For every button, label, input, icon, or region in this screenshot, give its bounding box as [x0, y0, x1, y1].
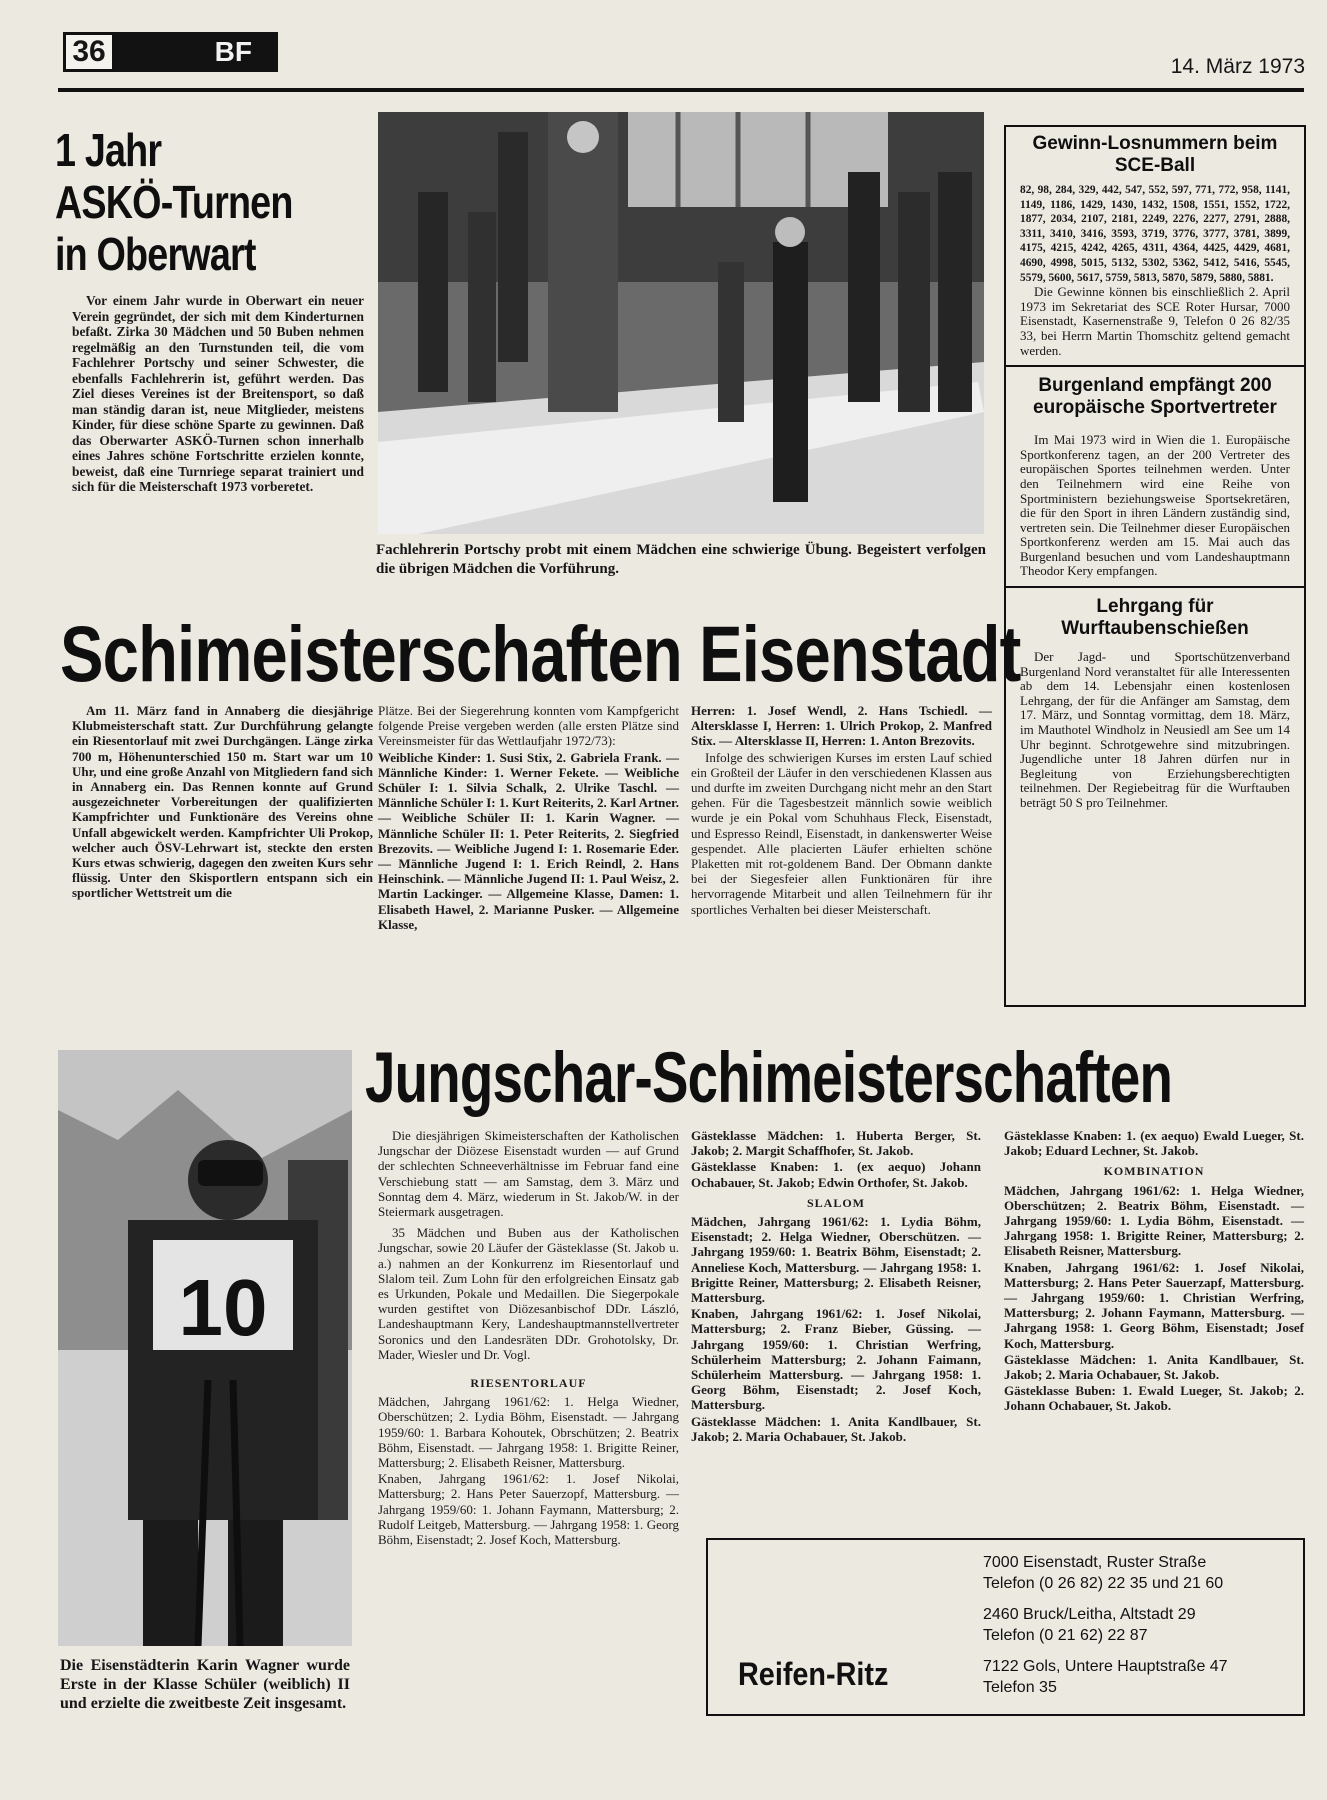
sport-text — [1020, 433, 1290, 579]
jung-intro-1: Die diesjährigen Skimeisterschaften der Katholischen Jungschar der Diözese Eisenstadt wurden — auf Grund der schlechten Schneeverhältnisse im Februar fand eine Verschiebung statt — am Samstag, dem 3. März und Sonntag dem 4. März, wiederum in St. Jakob/W. in der Steiermark ausgetragen. — [378, 1128, 679, 1220]
ad-address-line: 2460 Bruck/Leitha, Altstadt 29 — [983, 1606, 1196, 1623]
header-rule — [58, 88, 1304, 92]
kombi-guests-boys: Gästeklasse Buben: 1. Ewald Lueger, St. Jakob; 2. Johann Ochabauer, St. Jakob. — [1004, 1383, 1304, 1414]
askoe-headline-line: 1 Jahr — [55, 124, 162, 176]
rtl-boys: Knaben, Jahrgang 1961/62: 1. Josef Nikolai, Mattersburg; 2. Hans Peter Sauerzopf, Mattersburg. — Jahrgang 1959/60: 1. Johann Faymann, Mattersburg; 2. Rudolf Leitgeb, Mattersburg. — Jahrgang 1958: 1. Georg Böhm, Eisenstadt; 2. Josef Koch, Mattersburg. — [378, 1471, 679, 1548]
askoe-headline — [55, 124, 293, 280]
course-paragraph: Der Jagd- und Sportschützenverband Burgenland Nord veranstaltet für alle Interessenten ab dem 14. Lebensjahr einen kostenlosen Lehrgang, der für die Anfänger am Samstag, dem 17. März, und Sonntag vormittag, dem 18. März, im Mauthotel Windholz in Neusiedl am See um 14 Uhr beginnt. Schrotgewehre sind mitzubringen. Jugendliche unter 18 Jahren dürfen nur in Begleitung von Erziehungsberechtigten teilnehmen. Der Regiebeitrag für die Wurftauben beträgt 50 S pro Teilnehmer. — [1020, 649, 1290, 810]
masthead-logo: BF — [115, 32, 278, 72]
slalom-guests-boys: Gästeklasse Knaben: 1. (ex aequo) Ewald Lueger, St. Jakob; Eduard Lechner, St. Jakob. — [1004, 1128, 1304, 1159]
ad-address-line: 7122 Gols, Untere Hauptstraße 47 — [983, 1658, 1228, 1675]
schi-col1-text: Am 11. März fand in Annaberg die diesjährige Klubmeisterschaft statt. Zur Durchführung gelangte ein Riesentorlauf mit zwei Durchgängen. Länge zirka 700 m, Höhenunterschied 150 m. Start war um 10 Uhr, und eine große Anzahl von Mitgliedern fand sich in Annaberg ein. Das Rennen konnte auf Grund ausgezeichneter Vorbereitungen der qualifizierten Kampfrichter und Funktionäre des Vereins ohne Unfall abgewickelt werden. Kampfrichter Uli Prokop, welcher auch ÖSV-Lehrwart ist, steckte den ersten Kurs etwas schwierig, dagegen den zweiten Kurs sehr flüssig. Unter den Skisportlern entspann sich ein sportlicher Wettstreit um die — [72, 703, 373, 901]
rtl-heading: RIESENTORLAUF — [470, 1376, 587, 1391]
rtl-guests-boys: Gästeklasse Knaben: 1. (ex aequo) Johann Ochabauer, St. Jakob; Edwin Orthofer, St. Jakob. — [691, 1159, 981, 1190]
slalom-heading: SLALOM — [806, 1195, 865, 1210]
lotto-text — [1020, 285, 1290, 358]
page-number: 36 — [63, 32, 115, 72]
askoe-body-text: Vor einem Jahr wurde in Oberwart ein neuer Verein gegründet, der sich mit dem Kinderturnen befaßt. Zirka 30 Mädchen und 50 Buben nehmen regelmäßig an den Turnstunden teil, die vom Fachlehrer Portschy und seiner Schwester, die ebenfalls Fachlehrerin ist, geführt werden. Das Ziel dieses Vereines ist der Breitensport, so daß man ständig daran ist, neue Mitglieder, meistens Kinder, für diese schöne Sparte zu gewinnen. Daß das Oberwarter ASKÖ-Turnen schon innerhalb eines Jahres schöne Fortschritte erzielen konnte, beweist, daß eine Turnriege separat trainiert und sich für die Meisterschaft 1973 vorberetet. — [72, 293, 364, 494]
askoe-headline-line: in Oberwart — [55, 228, 256, 280]
rtl-guests-girls: Gästeklasse Mädchen: 1. Huberta Berger, St. Jakob; 2. Margit Schaffhofer, St. Jakob. — [691, 1128, 981, 1159]
jung-headline: Jungschar-Schimeisterschaften — [365, 1039, 1173, 1118]
slalom-girls: Mädchen, Jahrgang 1961/62: 1. Lydia Böhm, Eisenstadt; 2. Helga Wiedner, Oberschützen. — Jahrgang 1959/60: 1. Beatrix Böhm, Eisenstadt; 2. Anneliese Koch, Mattersburg. — Jahrgang 1958: 1. Brigitte Reiner, Mattersburg; 2. Elisabeth Reisner, Mattersburg. — [691, 1214, 981, 1306]
lotto-paragraph: Die Gewinne können bis einschließlich 2. April 1973 im Sekretariat des SCE Roter Hursar, 7000 Eisenstadt, Kasernenstraße 9, Telefon 0 26 82/35 33, bei Herrn Martin Thomschitz geltend gemacht werden. — [1020, 284, 1290, 358]
gym-photo-caption: Fachlehrerin Portschy probt mit einem Mädchen eine schwierige Übung. Begeistert verfolgen die übrigen Mädchen die Vorführung. — [376, 542, 986, 577]
ad-phone-line: Telefon (0 26 82) 22 35 und 21 60 — [983, 1575, 1224, 1592]
askoe-body — [72, 293, 364, 496]
slalom-guests-girls: Gästeklasse Mädchen: 1. Anita Kandlbauer, St. Jakob; 2. Maria Ochabauer, St. Jakob. — [691, 1413, 981, 1444]
ad-brand-logo: Reifen-Ritz — [738, 1656, 889, 1692]
slalom-boys: Knaben, Jahrgang 1961/62: 1. Josef Nikolai, Mattersburg; 2. Franz Bieber, Güssing. — Jahrgang 1959/60: 1. Christian Werfring, Schülerheim Mattersburg; 2. Johann Faimann, Schülerheim Mattersburg. — Jahrgang 1958: 1. Georg Böhm, Eisenstadt; 2. Josef Koch, Mattersburg. — [691, 1306, 981, 1413]
ad-phone-line: Telefon 35 — [983, 1679, 1057, 1696]
course-title: Lehrgang für Wurftaubenschießen — [1061, 596, 1249, 640]
schi-column-2 — [378, 703, 679, 933]
bib-number: 10 — [178, 1263, 268, 1352]
issue-date: 14. März 1973 — [1170, 55, 1305, 78]
kombi-boys: Knaben, Jahrgang 1961/62: 1. Josef Nikolai, Mattersburg; 2. Hans Peter Sauerzapf, Mattersburg. — Jahrgang 1959/60: 1. Christian Werfring, Mattersburg; 2. Johann Faymann, Mattersburg. — Jahrgang 1958: 1. Georg Böhm, Eisenstadt; Josef Koch, Mattersburg. — [1004, 1259, 1304, 1351]
ad-address-line: 7000 Eisenstadt, Ruster Straße — [983, 1554, 1207, 1571]
sport-paragraph: Im Mai 1973 wird in Wien die 1. Europäische Sportkonferenz tagen, an der 200 Vertreter des europäischen Sportes teilnehmen werden. Unter den Teilnehmern wird eine Reihe von Sportministern beziehungsweise Sportsekretären, die für den Sport in ihren Ländern zuständig sind, vertreten sein. Die Teilnehmer dieser Europäischen Sportkonferenz werden am 15. Mai auch das Burgenland besuchen und vom Landeshauptmann Theodor Kery empfangen. — [1020, 432, 1290, 579]
jung-column-2 — [691, 1128, 981, 1445]
schi-col2-intro: Plätze. Bei der Siegerehrung konnten vom Kampfgericht folgende Preise vergeben werden (alle ersten Plätze sind Vereinsmeister für das Wettlaufjahr 1972/73): — [378, 703, 679, 749]
askoe-headline-line: ASKÖ-Turnen — [55, 176, 293, 228]
lotto-title: Gewinn-Losnummern beim SCE-Ball — [1032, 133, 1278, 176]
schi-col3-text: Infolge des schwierigen Kurses im ersten Lauf schied ein Großteil der Läufer in den verschiedenen Klassen aus und durfte im zweiten Durchgang nicht mehr an den Start gehen. Für die Tagesbestzeit männlich sowie weiblich wurde je ein Pokal vom Schuhhaus Fleck, Eisenstadt, und Espresso Reindl, Eisenstadt, in dankenswerter Weise gespendet. Alle placierten Läufer erhielten schöne Plaketten mit rot-goldenem Band. Der Obmann dankte bei der Siegesfeier allen Funktionären für ihre hervorragende Mitarbeit und allen Teilnehmern für ihr sportliches Verhalten bei dieser Meisterschaft. — [691, 749, 992, 917]
lotto-numbers: 82, 98, 284, 329, 442, 547, 552, 597, 771, 772, 958, 1141, 1149, 1186, 1429, 1430, 1432, 1508, 1551, 1552, 1722, 1877, 2034, 2107, 2181, 2249, 2276, 2277, 2791, 2888, 3311, 3410, 3416, 3593, 3719, 3776, 3777, 3781, 3899, 4175, 4215, 4242, 4265, 4311, 4364, 4425, 4429, 4681, 4690, 4998, 5015, 5132, 5302, 5362, 5412, 5416, 5545, 5579, 5600, 5617, 5759, 5813, 5870, 5879, 5880, 5881. — [1020, 184, 1290, 284]
kombi-girls: Mädchen, Jahrgang 1961/62: 1. Helga Wiedner, Oberschützen; 2. Beatrix Böhm, Eisenstadt. — Jahrgang 1959/60: 1. Lydia Böhm, Eisenstadt. — Jahrgang 1958: 1. Brigitte Reiner, Mattersburg; 2. Elisabeth Reisner, Mattersburg. — [1004, 1182, 1304, 1259]
reifen-ritz-ad — [706, 1538, 1305, 1716]
schi-column-1 — [72, 703, 373, 902]
schi-headline: Schimeisterschaften Eisenstadt — [60, 609, 1021, 698]
kombi-guests-girls: Gästeklasse Mädchen: 1. Anita Kandlbauer, St. Jakob; 2. Maria Ochabauer, St. Jakob. — [1004, 1351, 1304, 1383]
jung-column-3 — [1004, 1128, 1304, 1415]
rtl-girls: Mädchen, Jahrgang 1961/62: 1. Helga Wiedner, Oberschützen; 2. Lydia Böhm, Eisenstadt. — Jahrgang 1959/60: 1. Barbara Kohoutek, Obrschützen; 2. Beatrix Böhm, Eisenstadt. — Jahrgang 1958: 1. Brigitte Reiner, Mattersburg; 2. Elisabeth Reisner, Mattersburg. — [378, 1394, 679, 1471]
jung-column-1 — [378, 1128, 679, 1548]
ad-addresses — [983, 1552, 1303, 1698]
ad-phone-line: Telefon (0 21 62) 22 87 — [983, 1627, 1148, 1644]
schi-col2-results: Weibliche Kinder: 1. Susi Stix, 2. Gabriela Frank. — Männliche Kinder: 1. Werner Fekete. — Weibliche Schüler I: 1. Silvia Schalk, 2. Ulrike Taschl. — Männliche Schüler I: 1. Kurt Reiterits, 2. Karl Artner. — Weibliche Schüler II: 1. Karin Wagner. — Männliche Schüler II: 1. Peter Reiterits, 2. Siegfried Brezovits. — Weibliche Jugend I: 1. Rosemarie Eder. — Männliche Jugend I: 1. Erich Reindl, 2. Hans Heinschink. — Männliche Jugend II: 1. Paul Weisz, 2. Martin Lackinger. — Allgemeine Klasse, Damen: 1. Elisabeth Hawel, 2. Marianne Pusker. — Allgemeine Klasse, — [378, 749, 679, 932]
sidebar-divider — [1006, 586, 1304, 588]
sport-title: Burgenland empfängt 200 europäische Sportvertreter — [1033, 375, 1277, 419]
skier-photo-caption: Die Eisenstädterin Karin Wagner wurde Erste in der Klasse Schüler (weiblich) II und erzielte die zweitbeste Zeit insgesamt. — [60, 1657, 350, 1712]
skier-photo — [58, 1050, 352, 1646]
gym-photo — [378, 112, 984, 534]
schi-col3-results: Herren: 1. Josef Wendl, 2. Hans Tschiedl. — Altersklasse I, Herren: 1. Ulrich Prokop, 2. Manfred Stix. — Altersklasse II, Herren: 1. Anton Brezovits. — [691, 703, 992, 749]
news-sidebar-box — [1004, 125, 1306, 1007]
jung-intro-2: 35 Mädchen und Buben aus der Katholischen Jungschar, sowie 20 Läufer der Gästeklasse (St. Jakob u. a.) nahmen an der Konkurrenz im Riesentorlauf und Slalom teil. Zum Lohn für den erfolgreichen Einsatz gab es Urkunden, Pokale und Medaillen. Die Siegerpokale wurden gestiftet von Diözesanbischof DDr. László, Landeshauptmann Kery, Landeshauptmannstellvertreter Soronics und den Landesräten DDr. Grohotolsky, Dr. Mader, Wiesler und Dr. Vogl. — [378, 1225, 679, 1362]
course-text — [1020, 650, 1290, 811]
schi-column-3 — [691, 703, 992, 918]
kombi-heading: KOMBINATION — [1103, 1164, 1205, 1179]
sidebar-divider — [1006, 365, 1304, 367]
